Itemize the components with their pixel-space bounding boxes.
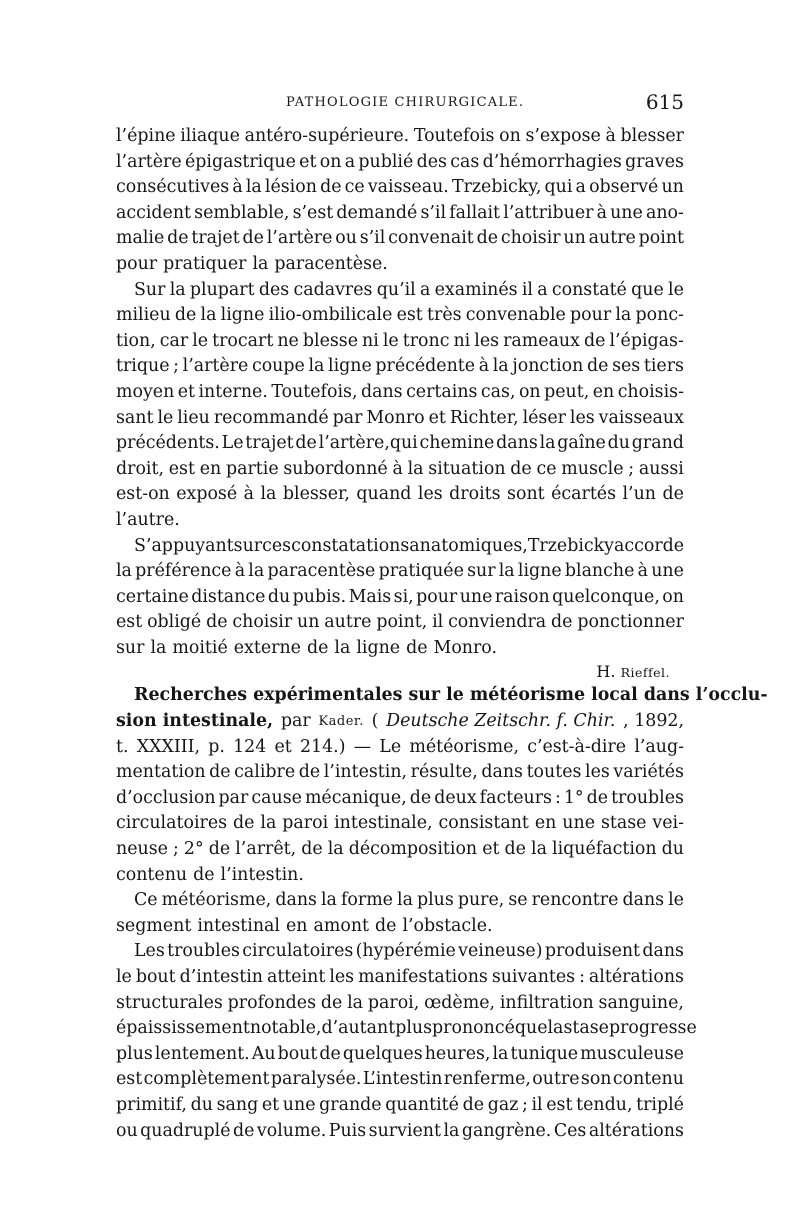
text-line: la préférence à la paracentèse pratiquée sur la ligne blanche à une [116,561,684,582]
citation-year: , 1892, [623,711,684,732]
text-line: Sur la plupart des cadavres qu’il a examinés il a constaté que le [134,279,684,300]
text-line: l’autre. [116,509,180,530]
citation-open: ( [371,711,379,732]
text-line: primitif, du sang et une grande quantité de gaz ; il est tendu, triplé [116,1094,684,1115]
article-citation-line [116,709,684,735]
page-number: 615 [645,90,684,114]
text-line: tion, car le trocart ne blesse ni le tronc ni les rameaux de l’épigas- [116,330,684,351]
signature-initial: H. [596,662,616,682]
article-author: Kader. [318,714,364,730]
text-line: pour pratiquer la paracentèse. [116,253,388,274]
text-line: mentation de calibre de l’intestin, résulte, dans toutes les variétés [116,762,684,783]
paragraph [116,939,697,1144]
text-line: est obligé de choisir un autre point, il conviendra de ponctionner [116,612,684,633]
text-line: sant le lieu recommandé par Monro et Richter, léser les vaisseaux [116,407,684,428]
text-line: l’épine iliaque antéro-supérieure. Toutefois on s’expose à blesser [116,126,684,146]
text-line: moyen et interne. Toutefois, dans certains cas, on peut, en choisis- [116,381,684,402]
text-line: milieu de la ligne ilio-ombilicale est très convenable pour la ponc- [116,305,684,326]
text-line: contenu de l’intestin. [116,864,304,885]
text-line: t. XXXIII, p. 124 et 214.) — Le météorisme, c’est-à-dire l’aug- [116,736,684,757]
text-line: structurales profondes de la paroi, œdème, infiltration sanguine, [116,992,684,1013]
author-signature [116,661,684,683]
text-line: malie de trajet de l’artère ou s’il convenait de choisir un autre point [116,228,684,249]
text-line: neuse ; 2° de l’arrêt, de la décomposition et de la liquéfaction du [116,839,684,860]
article-by: par [280,711,311,732]
article-title-part: sion intestinale, [116,711,274,732]
text-line: épaississement notable, d’autant plus prononcé que la stase progresse [116,1018,697,1039]
text-line: certaine distance du pubis. Mais si, pour une raison quelconque, on [116,586,684,607]
article-title-part: Recherches expérimentales sur le météorisme local dans l’occlu- [134,685,768,706]
paragraph [116,124,684,278]
text-line: consécutives à la lésion de ce vaisseau. Trzebicky, qui a observé un [116,177,684,198]
text-line: Les troubles circulatoires (hypérémie veineuse) produisent dans [134,941,684,962]
text-line: S’appuyant sur ces constatations anatomiques, Trzebicky accorde [134,535,685,556]
text-line: l’artère épigastrique et on a publié des cas d’hémorrhagies graves [116,151,684,172]
text-line: précédents. Le trajet de l’artère,qui chemine dans la gaîne du grand [116,433,684,454]
text-line: plus lentement. Au bout de quelques heures, la tunique musculeuse [116,1043,684,1064]
running-title: PATHOLOGIE CHIRURGICALE. [286,95,525,110]
text-line: droit, est en partie subordonné à la situation de ce muscle ; aussi [116,458,684,479]
text-line: le bout d’intestin atteint les manifestations suivantes : altérations [116,967,684,987]
journal-name: Deutsche Zeitschr. f. Chir. [386,711,616,732]
article-entry [116,683,768,888]
signature-name: Rieffel. [620,665,670,681]
text-line: sur la moitié externe de la ligne de Monro. [116,637,497,658]
text-line: est complètement paralysée. L’intestin renferme, outre son contenu [116,1069,684,1090]
text-line: circulatoires de la paroi intestinale, consistant en une stase vei- [116,813,684,834]
text-line: Ce météorisme, dans la forme la plus pure, se rencontre dans le [134,890,684,911]
text-line: ou quadruplé de volume. Puis survient la gangrène. Ces altérations [116,1120,684,1141]
text-line: d’occlusion par cause mécanique, de deux facteurs : 1° de troubles [116,787,684,808]
paragraph [116,888,684,939]
article-title-line [116,683,768,709]
text-line: segment intestinal en amont de l’obstacle. [116,915,493,936]
text-line: trique ; l’artère coupe la ligne précédente à la jonction de ses tiers [116,356,684,377]
page-body [116,124,768,1144]
text-line: accident semblable, s’est demandé s’il fallait l’attribuer à une ano- [116,202,684,223]
paragraph [116,534,684,662]
text-line: est-on exposé à la blesser, quand les droits sont écartés l’un de [116,484,684,505]
page-header [116,90,684,120]
paragraph [116,278,684,534]
